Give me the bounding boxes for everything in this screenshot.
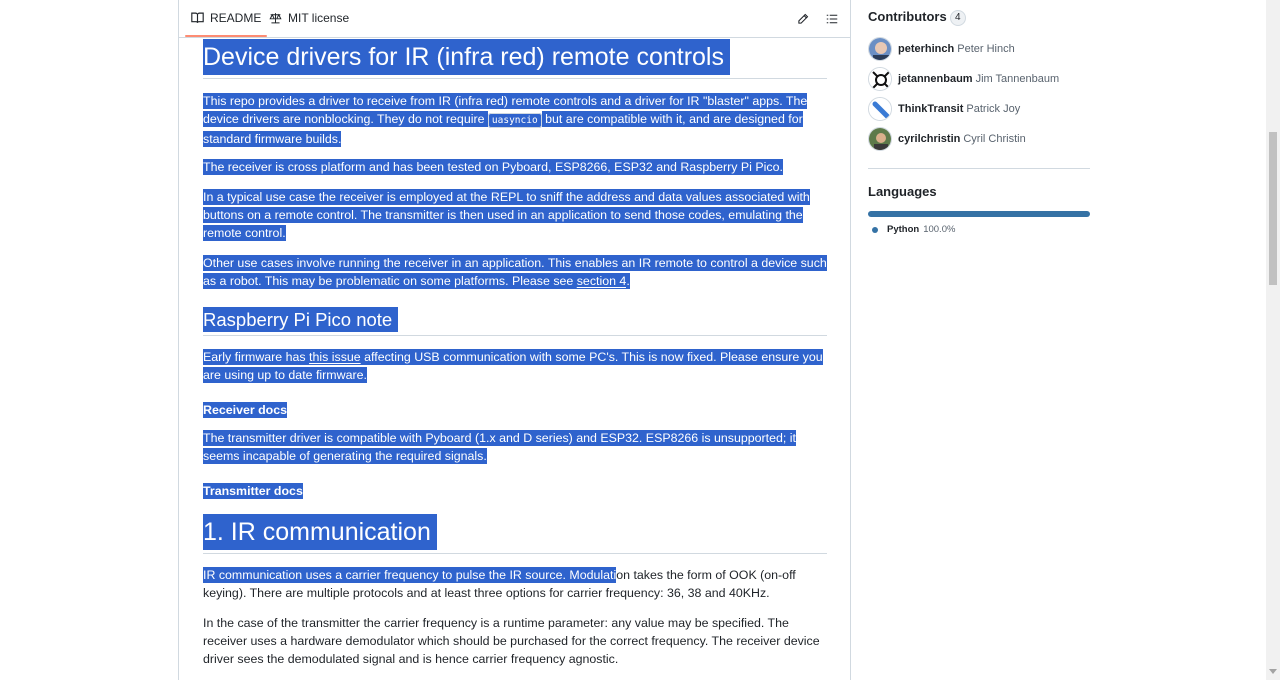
scroll-down-arrow-icon[interactable] — [1269, 669, 1277, 674]
contributor-name: Jim Tannenbaum — [975, 73, 1060, 85]
language-name[interactable]: Python — [887, 224, 920, 235]
sidebar-divider — [868, 168, 1090, 169]
contributors-heading[interactable] — [868, 8, 966, 26]
ir-heading — [203, 516, 437, 548]
scrollbar-thumb[interactable] — [1269, 132, 1277, 285]
contributor-peterhinch[interactable] — [868, 36, 1015, 62]
contributor-login[interactable]: cyrilchristin — [898, 133, 961, 145]
list-icon — [826, 13, 838, 25]
book-icon — [191, 12, 204, 24]
this-issue-link[interactable]: this issue — [309, 350, 361, 364]
readme-title — [203, 41, 730, 73]
ir-heading-text: 1. IR communication — [203, 514, 437, 550]
avatar[interactable] — [868, 127, 892, 151]
transmitter-text: The transmitter driver is compatible with Pyboard (1.x and D series) and ESP32. ESP8266 is unsupported; it seems incapable of generating the required signals. — [203, 431, 796, 463]
firmware-text-a: Early firmware has — [203, 350, 310, 364]
pico-rule — [203, 335, 827, 336]
receiver-docs-paragraph — [203, 401, 827, 419]
use-case-paragraph — [203, 188, 827, 242]
contributor-name: Cyril Christin — [963, 133, 1026, 145]
other-use-text-a: Other use cases involve running the receiver in an application. This enables an IR remote to control a device such as a robot. This may be problematic on some platforms. Please see — [203, 256, 827, 288]
avatar[interactable] — [868, 37, 892, 61]
carrier-paragraph — [203, 614, 827, 668]
contributor-cyrilchristin[interactable] — [868, 126, 1026, 152]
receiver-docs-link[interactable]: Receiver docs — [203, 403, 288, 417]
avatar[interactable] — [868, 97, 892, 121]
readme-panel — [178, 0, 851, 680]
pico-heading — [203, 308, 398, 332]
tab-readme[interactable] — [191, 0, 261, 36]
language-color-dot — [872, 227, 878, 233]
other-use-text-b: . — [626, 274, 630, 288]
pico-heading-text: Raspberry Pi Pico note — [203, 307, 398, 332]
ir-text-rest: on takes the form of OOK (on-off keying). There are multiple protocols and at least three options for carrier frequency: 36, 38 and 40KHz. — [203, 568, 796, 600]
outline-button[interactable] — [822, 9, 842, 29]
contributor-login[interactable]: jetannenbaum — [898, 73, 973, 85]
scale-icon — [269, 12, 282, 24]
edit-readme-button[interactable] — [793, 9, 813, 29]
languages-title: Languages — [868, 184, 937, 199]
carrier-text: In the case of the transmitter the carrier frequency is a runtime parameter: any value may be specified. The receiver uses a hardware demodulator which should be purchased for the correct frequency. The receiver device driver sees the demodulated signal and is hence carrier frequency agnostic. — [203, 616, 820, 666]
use-case-text: In a typical use case the receiver is employed at the REPL to sniff the address and data values associated with buttons on a remote control. The transmitter is then used in an application to send those codes, emulating the remote control. — [203, 190, 810, 240]
tab-license-label: MIT license — [288, 11, 350, 25]
contributors-title[interactable]: Contributors — [868, 9, 947, 24]
readme-title-text: Device drivers for IR (infra red) remote controls — [203, 39, 730, 75]
contributor-jetannenbaum[interactable] — [868, 66, 1059, 92]
firmware-text-b: affecting USB communication with some PC's. This is now fixed. Please ensure you are using up to date firmware. — [203, 350, 823, 382]
transmitter-docs-link[interactable]: Transmitter docs — [203, 484, 303, 498]
page-scrollbar[interactable] — [1266, 0, 1280, 680]
tab-readme-label: README — [210, 11, 262, 25]
contributor-login[interactable]: ThinkTransit — [898, 103, 964, 115]
language-item-python[interactable] — [872, 224, 955, 235]
languages-heading — [868, 183, 937, 201]
inline-code: uasyncio — [488, 113, 542, 128]
section-4-link[interactable]: section 4 — [576, 274, 627, 288]
transmitter-paragraph — [203, 429, 827, 465]
intro-text-a: This repo provides a driver to receive from IR (infra red) remote controls and a driver for IR "blaster" apps. The device drivers are nonblocking. They do not require — [203, 94, 808, 126]
ir-text-selected: IR communication uses a carrier frequency to pulse the IR source. Modulati — [203, 568, 617, 582]
tab-license[interactable] — [269, 0, 349, 36]
title-rule — [203, 78, 827, 79]
language-bar — [868, 211, 1090, 217]
firmware-paragraph — [203, 348, 827, 384]
transmitter-docs-paragraph — [203, 482, 827, 500]
platform-text: The receiver is cross platform and has been tested on Pyboard, ESP8266, ESP32 and Raspberry Pi Pico. — [203, 160, 783, 174]
readme-tab-bar — [179, 0, 850, 38]
language-percent: 100.0% — [923, 224, 956, 235]
contributor-thinktransit[interactable] — [868, 96, 1020, 122]
ir-paragraph — [203, 566, 827, 602]
ir-rule — [203, 553, 827, 554]
intro-paragraph — [203, 92, 827, 148]
contributors-count-badge: 4 — [950, 10, 966, 26]
intro-text-b: but are compatible with it, and are designed for standard firmware builds. — [203, 112, 803, 146]
avatar[interactable] — [868, 67, 892, 91]
platform-paragraph — [203, 158, 827, 176]
contributor-name: Peter Hinch — [957, 43, 1015, 55]
other-use-paragraph — [203, 254, 827, 290]
pencil-icon — [797, 13, 809, 25]
contributor-name: Patrick Joy — [966, 103, 1021, 115]
contributor-login[interactable]: peterhinch — [898, 43, 955, 55]
